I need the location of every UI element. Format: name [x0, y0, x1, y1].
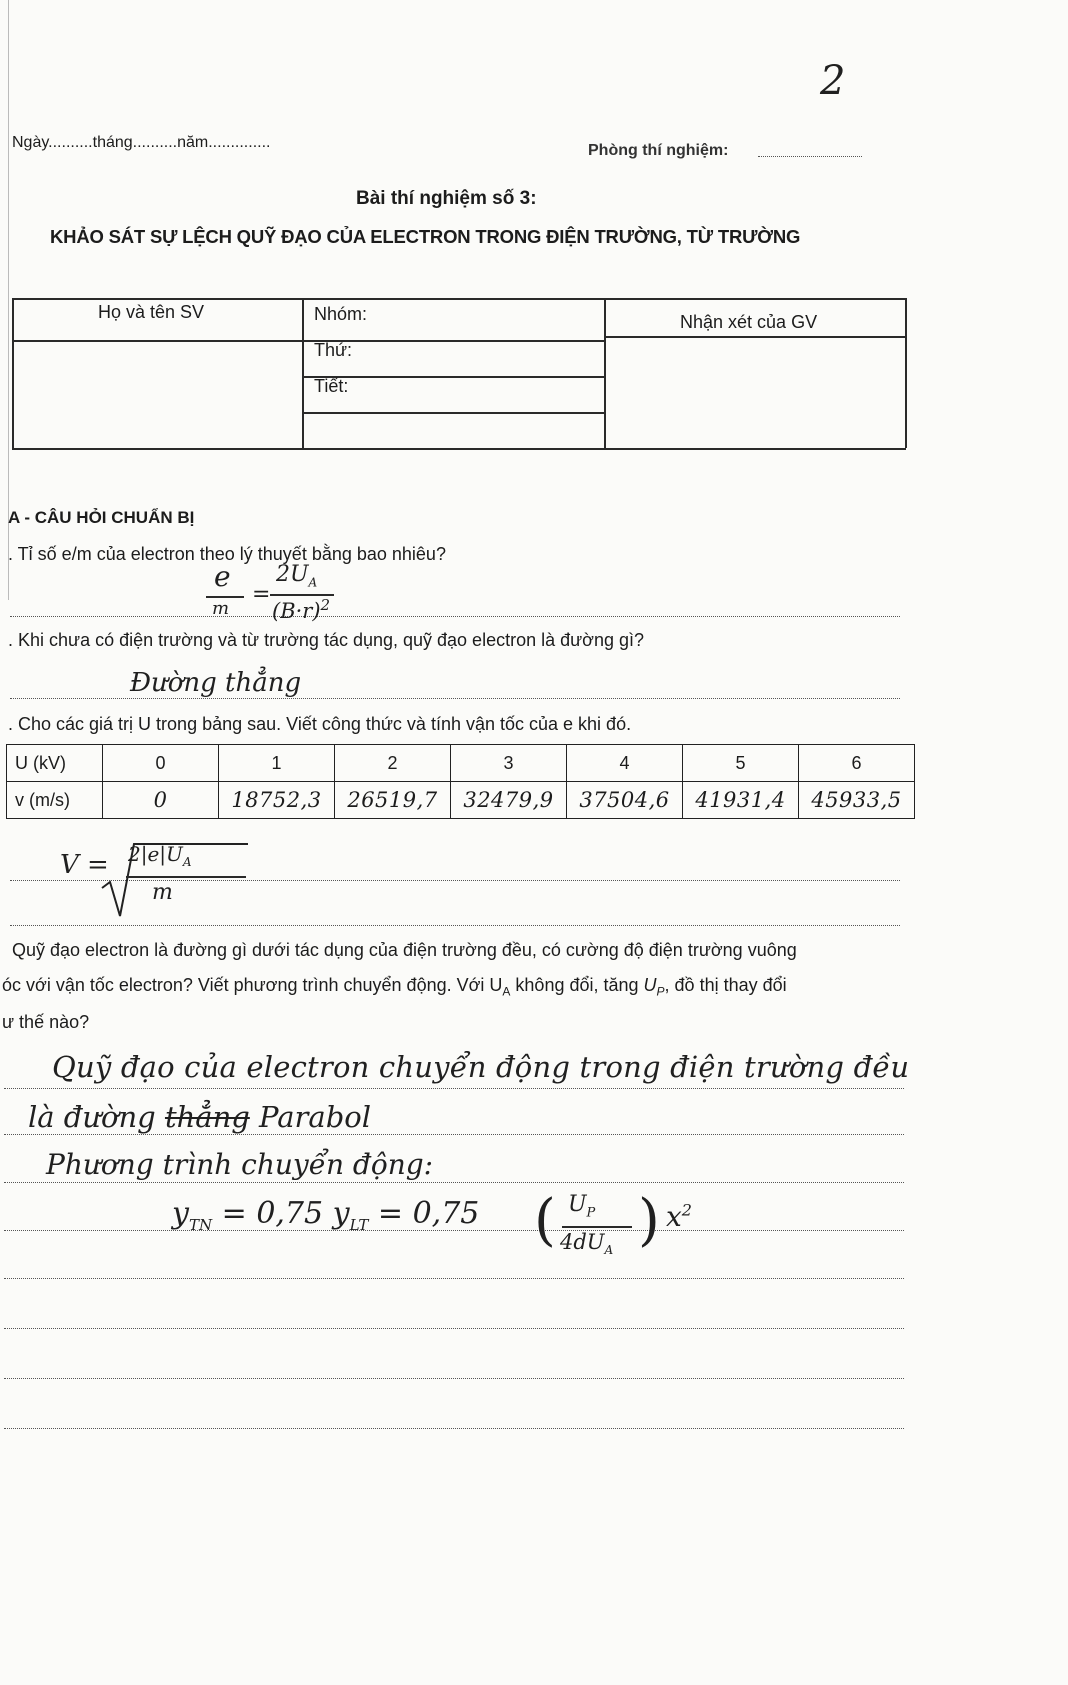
q3-formula-lhs: V =: [60, 850, 109, 880]
velocity-table: [6, 744, 915, 819]
q3-formula-den: m: [152, 880, 173, 905]
u-value: 5: [683, 745, 799, 782]
q1-rhs-den: $(B\cdot r)^2$: [272, 596, 331, 623]
paren-open: (: [534, 1188, 556, 1253]
question-4-line-2: óc với vận tốc electron? Viết phương trình chuyển động. Với $U_A$ không đổi, tăng $U_P$, đồ thị thay đổi: [2, 975, 787, 999]
eq-tail: $x^2$: [666, 1200, 692, 1233]
u-row: [7, 745, 915, 782]
answer-line-2: [10, 698, 900, 699]
group-label: Nhóm:: [314, 304, 368, 324]
q4-equation: $y_{TN} = 0,75$ $y_{LT} = 0,75$ ( $U_P$ $4dU_A$ ) $x^2$: [172, 1188, 692, 1258]
answer-line-3b: [10, 925, 900, 926]
corner-mark: 2: [820, 58, 846, 104]
answer-line-4c: [4, 1182, 904, 1183]
answer-line-4f: [4, 1328, 904, 1329]
question-4-line-3: ư thế nào?: [2, 1012, 90, 1032]
v-value: 32479,9: [451, 782, 567, 819]
v-row-label: v (m/s): [7, 782, 103, 819]
question-4-line-1: Quỹ đạo electron là đường gì dưới tác dụng của điện trường đều, có cường độ điện trường vuông: [12, 940, 797, 960]
v-value: 18752,3: [219, 782, 335, 819]
eq-frac-num: $U_P$: [568, 1192, 596, 1221]
teacher-comment-header: Nhận xét của GV: [680, 312, 818, 332]
answer-line-4g: [4, 1378, 904, 1379]
q4-answer-line-2: là đường thẳng Parabol: [28, 1100, 371, 1134]
period-label: Tiết:: [314, 376, 349, 396]
v-value: 41931,4: [683, 782, 799, 819]
u-value: 4: [567, 745, 683, 782]
u-value: 2: [335, 745, 451, 782]
u-row-label: U (kV): [7, 745, 103, 782]
q1-answer: [200, 560, 400, 626]
q4-answer-line-1: Quỹ đạo của electron chuyển động trong điện trường đều: [52, 1050, 910, 1084]
q2-answer: Đường thẳng: [130, 668, 302, 698]
u-value: 6: [799, 745, 915, 782]
u-value: 3: [451, 745, 567, 782]
date-label: Ngày..........tháng..........năm..............: [12, 134, 271, 151]
answer-line-4b: [4, 1134, 904, 1135]
answer-line-4e: [4, 1278, 904, 1279]
q3-formula: [60, 832, 260, 912]
q1-lhs-den: m: [212, 598, 230, 619]
question-1: . Tỉ số e/m của electron theo lý thuyết bằng bao nhiêu?: [8, 544, 446, 564]
question-2: . Khi chưa có điện trường và từ trường tác dụng, quỹ đạo electron là đường gì?: [8, 630, 645, 650]
v-value: 26519,7: [335, 782, 451, 819]
u-value: 1: [219, 745, 335, 782]
paren-close: ): [638, 1188, 660, 1253]
lab-label: Phòng thí nghiệm:: [588, 142, 729, 159]
q4-answer-line-3: Phương trình chuyển động:: [46, 1148, 434, 1181]
student-name-header: Họ và tên SV: [98, 302, 205, 322]
v-value: 0: [103, 782, 219, 819]
v-value: 37504,6: [567, 782, 683, 819]
q1-equals: =: [252, 582, 271, 607]
experiment-subject: KHẢO SÁT SỰ LỆCH QUỸ ĐẠO CỦA ELECTRON TRONG ĐIỆN TRƯỜNG, TỪ TRƯỜNG: [50, 226, 801, 247]
v-value: 45933,5: [799, 782, 915, 819]
eq-frac-den: $4dU_A$: [560, 1230, 614, 1258]
experiment-title: Bài thí nghiệm số 3:: [356, 188, 537, 209]
lab-value-line: [758, 156, 862, 157]
v-row: [7, 782, 915, 819]
section-a-heading: A - CÂU HỎI CHUẨN BỊ: [8, 508, 195, 527]
answer-line-1: [10, 616, 900, 617]
question-3: . Cho các giá trị U trong bảng sau. Viết công thức và tính vận tốc của e khi đó.: [8, 714, 632, 734]
day-label: Thứ:: [314, 340, 353, 360]
q3-formula-num: $2|e|U_A$: [128, 842, 192, 869]
answer-line-4h: [4, 1428, 904, 1429]
struck-word: thẳng: [164, 1100, 250, 1134]
answer-line-4a: [4, 1088, 904, 1089]
u-value: 0: [103, 745, 219, 782]
q1-lhs-num: e: [214, 560, 231, 593]
q1-rhs-num: $2U_A$: [276, 562, 318, 590]
